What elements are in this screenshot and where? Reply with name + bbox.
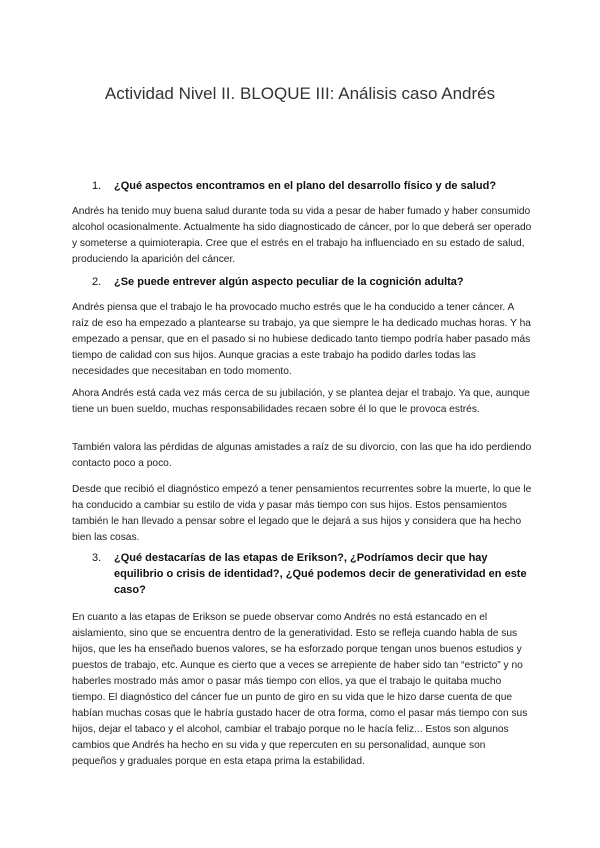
question-text: ¿Qué destacarías de las etapas de Erikson?, ¿Podríamos decir que hay equilibrio o crisis de identidad?, ¿Qué podemos decir de generatividad en este caso? bbox=[114, 552, 527, 596]
question-1-heading bbox=[92, 178, 532, 194]
paragraph: Andrés piensa que el trabajo le ha provocado mucho estrés que le ha conducido a tener cáncer. A raíz de eso ha empezado a plantearse su trabajo, ya que siempre le ha dedicado muchas horas. Y ha empezado a pensar, que en el pasado si no hubiese dedicado tanto tiempo podría haber pasado más tiempo de calidad con sus hijos. Aunque gracias a este trabajo ha podido darles todas las necesidades que necesitaban en todo momento. bbox=[72, 302, 531, 377]
question-text: ¿Se puede entrever algún aspecto peculiar de la cognición adulta? bbox=[114, 276, 464, 288]
paragraph: Ahora Andrés está cada vez más cerca de su jubilación, y se plantea dejar el trabajo. Ya que, aunque tiene un buen sueldo, muchas responsabilidades recaen sobre él lo que le provoca estrés. bbox=[72, 388, 530, 415]
question-number: 3. bbox=[92, 552, 102, 564]
question-number: 1. bbox=[92, 180, 102, 192]
page-title: Actividad Nivel II. BLOQUE III: Análisis caso Andrés bbox=[104, 84, 496, 103]
question-3-heading bbox=[92, 550, 532, 598]
question-text: ¿Qué aspectos encontramos en el plano del desarrollo físico y de salud? bbox=[114, 180, 497, 192]
question-number: 2. bbox=[92, 276, 102, 288]
paragraph: En cuanto a las etapas de Erikson se puede observar como Andrés no está estancado en el aislamiento, sino que se encuentra dentro de la generatividad. Esto se refleja cuando habla de sus hijos, que les ha enseñado buenos valores, se ha esforzado porque tengan unos buenos estudios y puestos de trabajo, etc. Aunque es cierto que a veces se arrepiente de haber sido tan “estricto” y no haberles mostrado más amor o pasar más tiempo con ellos, ya que el trabajo le quitaba mucho tiempo. El diagnóstico del cáncer fue un punto de giro en su vida que le hizo darse cuenta de que habían muchas cosas que le habría gustado hacer de otra forma, como el pasar más tiempo con sus hijos, dejar el tabaco y el alcohol, cambiar el trabajo porque no le hacía feliz... Estos son algunos cambios que Andrés ha hecho en su vida y que repercuten en su personalidad, aunque son pequeños y graduales porque en esta etapa prima la estabilidad. bbox=[72, 612, 528, 767]
paragraph: También valora las pérdidas de algunas amistades a raíz de su divorcio, con las que ha ido perdiendo contacto poco a poco. bbox=[72, 442, 532, 469]
question-2-heading bbox=[92, 274, 532, 290]
paragraph: Andrés ha tenido muy buena salud durante toda su vida a pesar de haber fumado y haber consumido alcohol ocasionalmente. Actualmente ha sido diagnosticado de cáncer, por lo que deberá ser operado y someterse a quimioterapia. Cree que el estrés en el trabajo ha influenciado en su estado de salud, produciendo la aparición del cáncer. bbox=[72, 206, 532, 265]
paragraph: Desde que recibió el diagnóstico empezó a tener pensamientos recurrentes sobre la muerte, lo que le ha conducido a cambiar su estilo de vida y pasar más tiempo con sus hijos. Estos pensamientos también le han llevado a pensar sobre el legado que le dejará a sus hijos y considera que ha hecho bien las cosas. bbox=[72, 484, 532, 543]
